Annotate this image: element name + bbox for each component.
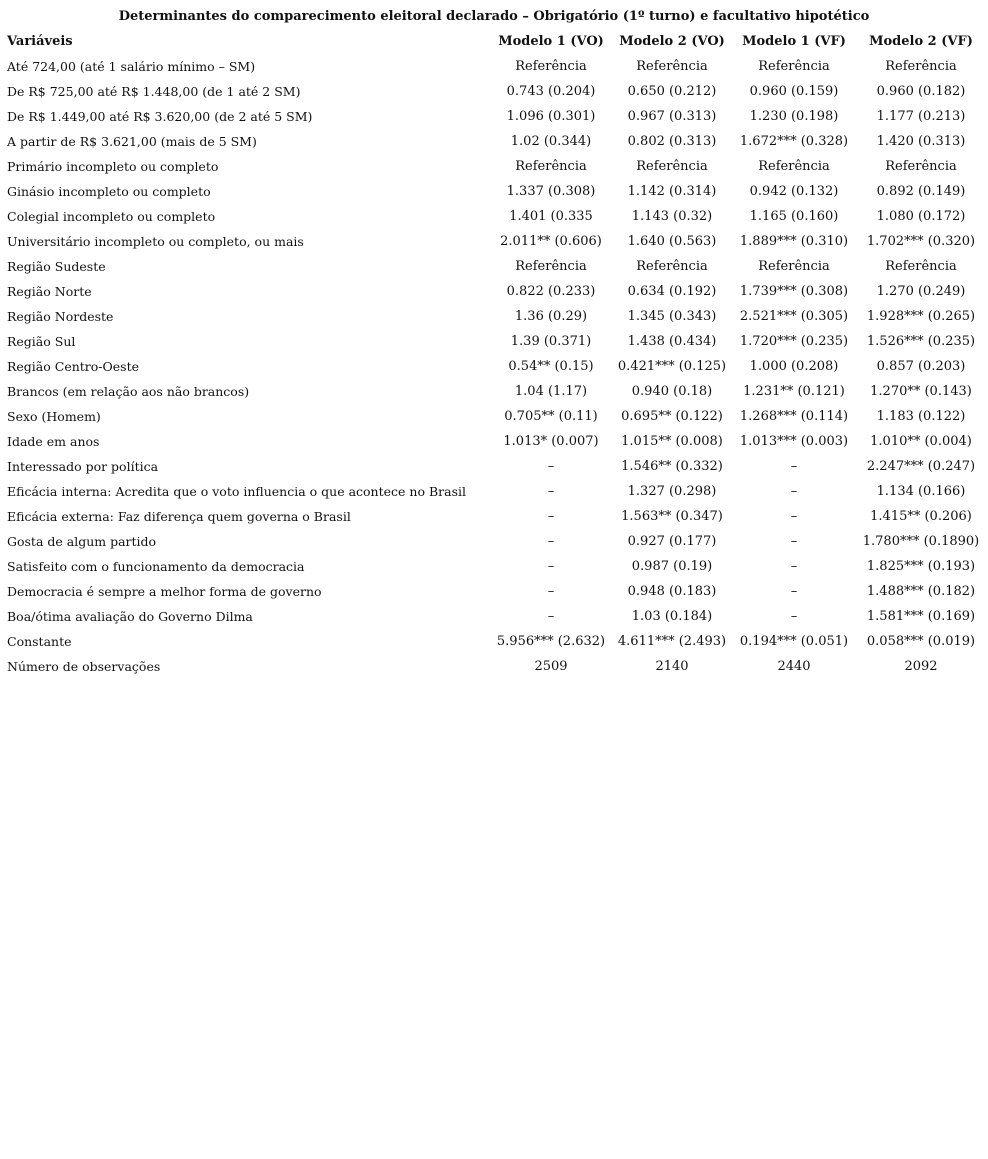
header-model-2-vf: Modelo 2 (VF) <box>869 34 973 49</box>
cell-model-1-vo: Referência <box>515 259 587 274</box>
cell-model-1-vo: 1.096 (0.301) <box>506 109 596 124</box>
cell-model-1-vf: 1.230 (0.198) <box>749 109 839 124</box>
cell-model-2-vf: 1.420 (0.313) <box>876 134 966 149</box>
cell-model-2-vf: 1.581*** (0.169) <box>866 609 976 624</box>
cell-model-1-vf: 1.013*** (0.003) <box>739 434 849 449</box>
table-row <box>0 229 988 254</box>
cell-model-1-vf: 0.960 (0.159) <box>749 84 839 99</box>
cell-model-2-vo: 4.611*** (2.493) <box>617 634 727 649</box>
cell-model-1-vf: 1.231** (0.121) <box>743 384 845 399</box>
table-row <box>0 129 988 154</box>
cell-model-2-vf: 1.177 (0.213) <box>876 109 966 124</box>
cell-model-1-vf: – <box>790 459 798 474</box>
cell-model-2-vf: 1.183 (0.122) <box>876 409 966 424</box>
cell-model-2-vo: 1.640 (0.563) <box>627 234 717 249</box>
cell-model-1-vo: – <box>547 584 555 599</box>
cell-model-1-vo: – <box>547 459 555 474</box>
header-model-1-vo: Modelo 1 (VO) <box>498 34 604 49</box>
cell-model-1-vf: – <box>790 484 798 499</box>
table-row <box>0 254 988 279</box>
cell-model-1-vf: 0.194*** (0.051) <box>739 634 849 649</box>
cell-model-1-vf: 1.739*** (0.308) <box>739 284 849 299</box>
row-variable-label: Região Norte <box>7 284 92 299</box>
cell-model-2-vo: 0.650 (0.212) <box>627 84 717 99</box>
table-row <box>0 54 988 79</box>
cell-model-1-vo: 1.013* (0.007) <box>503 434 599 449</box>
row-variable-label: Ginásio incompleto ou completo <box>7 184 211 199</box>
row-variable-label: Número de observações <box>7 659 161 674</box>
row-variable-label: Universitário incompleto ou completo, ou mais <box>7 234 304 249</box>
cell-model-2-vo: Referência <box>636 159 708 174</box>
cell-model-2-vf: 1.270** (0.143) <box>870 384 972 399</box>
row-variable-label: Interessado por política <box>7 459 159 474</box>
row-variable-label: Brancos (em relação aos não brancos) <box>7 384 250 399</box>
cell-model-1-vo: 0.822 (0.233) <box>506 284 596 299</box>
cell-model-2-vf: Referência <box>885 259 957 274</box>
table-row <box>0 404 988 429</box>
cell-model-2-vo: 0.967 (0.313) <box>627 109 717 124</box>
table-body <box>0 54 988 679</box>
table-row <box>0 554 988 579</box>
cell-model-1-vo: 2509 <box>534 659 568 674</box>
cell-model-2-vf: 0.058*** (0.019) <box>866 634 976 649</box>
cell-model-1-vo: Referência <box>515 59 587 74</box>
cell-model-2-vo: Referência <box>636 259 708 274</box>
cell-model-1-vo: 5.956*** (2.632) <box>496 634 606 649</box>
cell-model-2-vo: 0.695** (0.122) <box>621 409 723 424</box>
cell-model-2-vo: 1.142 (0.314) <box>627 184 717 199</box>
cell-model-1-vo: 1.02 (0.344) <box>510 134 592 149</box>
cell-model-1-vo: 2.011** (0.606) <box>500 234 602 249</box>
row-variable-label: De R$ 725,00 até R$ 1.448,00 (de 1 até 2 SM) <box>7 84 301 99</box>
cell-model-2-vo: 0.948 (0.183) <box>627 584 717 599</box>
cell-model-1-vf: – <box>790 584 798 599</box>
row-variable-label: De R$ 1.449,00 até R$ 3.620,00 (de 2 até 5 SM) <box>7 109 313 124</box>
cell-model-1-vo: 0.54** (0.15) <box>508 359 594 374</box>
row-variable-label: Democracia é sempre a melhor forma de governo <box>7 584 322 599</box>
header-row <box>0 29 988 54</box>
cell-model-2-vo: 1.438 (0.434) <box>627 334 717 349</box>
cell-model-2-vf: 2092 <box>904 659 938 674</box>
cell-model-1-vf: 1.720*** (0.235) <box>739 334 849 349</box>
cell-model-1-vf: 0.942 (0.132) <box>749 184 839 199</box>
cell-model-1-vf: – <box>790 609 798 624</box>
cell-model-2-vo: 0.802 (0.313) <box>627 134 717 149</box>
table-row <box>0 604 988 629</box>
cell-model-1-vo: 1.36 (0.29) <box>514 309 588 324</box>
row-variable-label: Região Sul <box>7 334 76 349</box>
cell-model-2-vo: 1.546** (0.332) <box>621 459 723 474</box>
cell-model-2-vo: 1.143 (0.32) <box>631 209 713 224</box>
table-row <box>0 654 988 679</box>
cell-model-2-vf: 1.526*** (0.235) <box>866 334 976 349</box>
row-variable-label: Região Centro-Oeste <box>7 359 140 374</box>
cell-model-1-vf: Referência <box>758 259 830 274</box>
row-variable-label: Até 724,00 (até 1 salário mínimo – SM) <box>7 59 256 74</box>
cell-model-1-vo: – <box>547 559 555 574</box>
cell-model-2-vo: 0.940 (0.18) <box>631 384 713 399</box>
cell-model-1-vo: – <box>547 509 555 524</box>
table-row <box>0 204 988 229</box>
cell-model-1-vf: 1.165 (0.160) <box>749 209 839 224</box>
cell-model-1-vo: Referência <box>515 159 587 174</box>
cell-model-2-vf: 1.780*** (0.1890) <box>862 534 980 549</box>
table-row <box>0 429 988 454</box>
table-row <box>0 354 988 379</box>
header-variables: Variáveis <box>7 34 73 49</box>
cell-model-2-vf: Referência <box>885 159 957 174</box>
cell-model-2-vf: Referência <box>885 59 957 74</box>
cell-model-1-vf: – <box>790 559 798 574</box>
cell-model-1-vo: 1.401 (0.335 <box>509 209 593 224</box>
cell-model-2-vo: 1.03 (0.184) <box>631 609 713 624</box>
cell-model-2-vo: 1.327 (0.298) <box>627 484 717 499</box>
cell-model-1-vo: – <box>547 534 555 549</box>
table-row <box>0 379 988 404</box>
cell-model-2-vf: 1.928*** (0.265) <box>866 309 976 324</box>
cell-model-1-vf: Referência <box>758 59 830 74</box>
row-variable-label: Primário incompleto ou completo <box>7 159 219 174</box>
row-variable-label: A partir de R$ 3.621,00 (mais de 5 SM) <box>7 134 257 149</box>
cell-model-1-vf: 2440 <box>777 659 811 674</box>
cell-model-1-vf: – <box>790 534 798 549</box>
cell-model-1-vf: 2.521*** (0.305) <box>739 309 849 324</box>
cell-model-1-vf: 1.268*** (0.114) <box>739 409 849 424</box>
header-model-2-vo: Modelo 2 (VO) <box>619 34 725 49</box>
row-variable-label: Idade em anos <box>7 434 100 449</box>
table-row <box>0 629 988 654</box>
table-row <box>0 454 988 479</box>
cell-model-2-vf: 1.134 (0.166) <box>876 484 966 499</box>
cell-model-2-vf: 0.857 (0.203) <box>876 359 966 374</box>
cell-model-1-vo: – <box>547 484 555 499</box>
cell-model-2-vo: Referência <box>636 59 708 74</box>
cell-model-1-vo: – <box>547 609 555 624</box>
cell-model-1-vo: 1.337 (0.308) <box>506 184 596 199</box>
header-model-1-vf: Modelo 1 (VF) <box>742 34 846 49</box>
cell-model-2-vf: 2.247*** (0.247) <box>866 459 976 474</box>
cell-model-1-vf: 1.000 (0.208) <box>749 359 839 374</box>
cell-model-2-vf: 1.415** (0.206) <box>870 509 972 524</box>
row-variable-label: Boa/ótima avaliação do Governo Dilma <box>7 609 253 624</box>
cell-model-2-vf: 1.702*** (0.320) <box>866 234 976 249</box>
regression-table <box>0 29 988 679</box>
table-row <box>0 579 988 604</box>
cell-model-2-vf: 1.825*** (0.193) <box>866 559 976 574</box>
row-variable-label: Região Nordeste <box>7 309 114 324</box>
cell-model-1-vf: 1.889*** (0.310) <box>739 234 849 249</box>
row-variable-label: Eficácia externa: Faz diferença quem governa o Brasil <box>7 509 351 524</box>
row-variable-label: Constante <box>7 634 72 649</box>
table-row <box>0 179 988 204</box>
cell-model-2-vo: 0.634 (0.192) <box>627 284 717 299</box>
cell-model-2-vf: 1.270 (0.249) <box>876 284 966 299</box>
cell-model-2-vo: 0.927 (0.177) <box>627 534 717 549</box>
cell-model-2-vf: 1.010** (0.004) <box>870 434 972 449</box>
table-title: Determinantes do comparecimento eleitoral declarado – Obrigatório (1º turno) e facultativo hipotético <box>118 9 870 24</box>
cell-model-2-vf: 0.960 (0.182) <box>876 84 966 99</box>
table-row <box>0 529 988 554</box>
row-variable-label: Colegial incompleto ou completo <box>7 209 216 224</box>
table-row <box>0 104 988 129</box>
cell-model-1-vo: 1.39 (0.371) <box>510 334 592 349</box>
row-variable-label: Gosta de algum partido <box>7 534 157 549</box>
table-row <box>0 279 988 304</box>
table-row <box>0 304 988 329</box>
cell-model-2-vo: 1.345 (0.343) <box>627 309 717 324</box>
table-row <box>0 479 988 504</box>
row-variable-label: Sexo (Homem) <box>7 409 101 424</box>
cell-model-2-vo: 2140 <box>655 659 689 674</box>
table-row <box>0 329 988 354</box>
cell-model-2-vf: 1.080 (0.172) <box>876 209 966 224</box>
cell-model-1-vf: 1.672*** (0.328) <box>739 134 849 149</box>
row-variable-label: Eficácia interna: Acredita que o voto influencia o que acontece no Brasil <box>7 484 466 499</box>
row-variable-label: Região Sudeste <box>7 259 106 274</box>
cell-model-1-vo: 0.743 (0.204) <box>506 84 596 99</box>
cell-model-2-vo: 1.015** (0.008) <box>621 434 723 449</box>
table-row <box>0 154 988 179</box>
cell-model-2-vo: 0.987 (0.19) <box>631 559 713 574</box>
cell-model-1-vf: Referência <box>758 159 830 174</box>
cell-model-1-vo: 1.04 (1.17) <box>514 384 588 399</box>
cell-model-2-vf: 1.488*** (0.182) <box>866 584 976 599</box>
cell-model-2-vo: 0.421*** (0.125) <box>617 359 727 374</box>
table-row <box>0 504 988 529</box>
cell-model-2-vf: 0.892 (0.149) <box>876 184 966 199</box>
cell-model-2-vo: 1.563** (0.347) <box>621 509 723 524</box>
cell-model-1-vo: 0.705** (0.11) <box>504 409 598 424</box>
row-variable-label: Satisfeito com o funcionamento da democracia <box>7 559 305 574</box>
cell-model-1-vf: – <box>790 509 798 524</box>
table-row <box>0 79 988 104</box>
